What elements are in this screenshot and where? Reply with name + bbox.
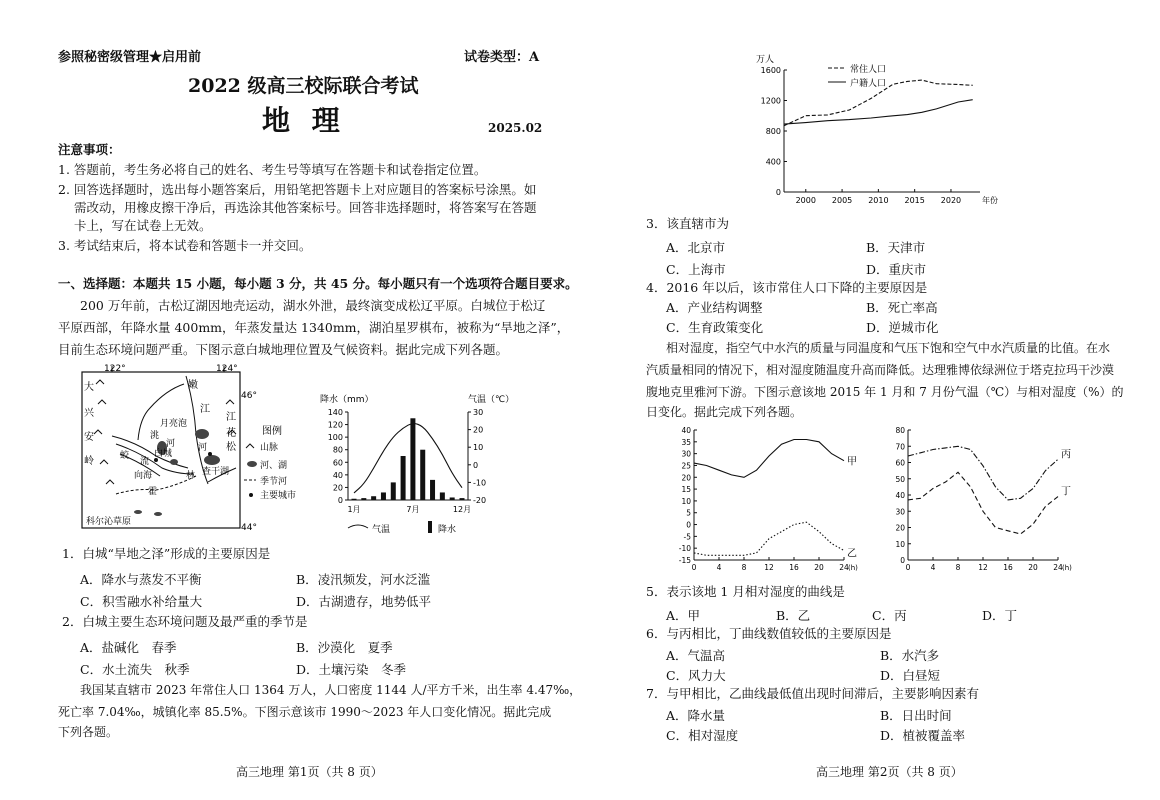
precip-tick-label: 0 — [337, 496, 343, 505]
precip-bar — [401, 456, 406, 500]
exam-title: 2022 级高三校际联合考试 — [188, 75, 419, 97]
section-title: 一、选择题：本题共 15 小题，每小题 3 分，共 45 分。每小题只有一个选项符合题目要求。 — [58, 276, 578, 291]
city-dot — [208, 452, 212, 456]
option-c[interactable]: C．相对湿度 — [666, 728, 739, 743]
place-name: 安 — [84, 432, 94, 443]
lat-label: 46° — [241, 391, 257, 401]
lake — [154, 512, 162, 516]
place-name: 嫩 — [188, 380, 198, 391]
legend-item: 季节河 — [260, 477, 288, 487]
river — [138, 384, 184, 440]
passage-line: 下列各题。 — [58, 725, 119, 739]
option-a[interactable]: A．甲 — [666, 608, 701, 623]
temperature-line — [354, 424, 462, 493]
y-tick-label: 800 — [765, 127, 781, 136]
exam-date: 2025.02 — [488, 121, 543, 135]
passage-line: 死亡率 7.04‰，城镇化率 85.5%。下图示意该市 1990～2023 年人口变化情况。据此完成 — [58, 705, 552, 719]
temp-tick-label: 20 — [473, 425, 484, 435]
registered-population-line — [784, 100, 973, 124]
pop-unit-label: 万人 — [756, 55, 775, 65]
month-label: 1月 — [347, 505, 361, 514]
option-d[interactable]: D．植被覆盖率 — [880, 728, 966, 743]
notice-line: 3. 考试结束后，将本试卷和答题卡一并交回。 — [58, 238, 312, 253]
y-tick-label: 10 — [681, 496, 691, 506]
temp-plot — [679, 426, 858, 572]
legend-item: 主要城市 — [260, 491, 297, 501]
curve-label-bing: 丙 — [1061, 449, 1071, 461]
x-tick-label: 2005 — [831, 196, 853, 205]
temp-tick-label: 30 — [473, 408, 484, 417]
precip-bar — [361, 498, 366, 500]
option-d[interactable]: D．丁 — [982, 608, 1018, 623]
x-tick-label: 2000 — [795, 196, 816, 205]
option-a[interactable]: A．气温高 — [666, 648, 726, 663]
option-b[interactable]: B．死亡率高 — [866, 300, 938, 315]
y-tick-label: 30 — [681, 449, 691, 459]
y-tick-label: 0 — [686, 520, 691, 530]
x-tick-label: 0 — [905, 563, 911, 572]
place-name: 河 — [198, 443, 208, 453]
x-tick-label: 2015 — [904, 196, 925, 205]
passage-line: 汽质量相同的情况下，相对湿度随温度升高而降低。达理雅博依绿洲位于塔克拉玛干沙漠 — [646, 363, 1115, 377]
question-stem: 6．与丙相比，丁曲线数值较低的主要原因是 — [646, 626, 892, 641]
y-tick-label: 80 — [895, 426, 905, 435]
precip-bar — [371, 496, 376, 500]
y-tick-label: 50 — [895, 474, 905, 484]
precip-legend-label: 降水 — [438, 525, 457, 535]
temp-legend-label: 气温 — [372, 525, 391, 535]
option-c[interactable]: C．生育政策变化 — [666, 320, 764, 335]
place-name: 霍 — [148, 487, 158, 497]
x-tick-label: 2020 — [940, 196, 962, 205]
option-a[interactable]: A．降水与蒸发不平衡 — [80, 572, 202, 587]
temp-tick-label: 10 — [473, 443, 484, 453]
month-label: 7月 — [406, 505, 420, 514]
place-name: 月亮泡 — [160, 419, 188, 429]
notice-line: 需改动，用橡皮擦干净后，再选涂其他答案标号。回答非选择题时，将答案写在答题 — [74, 200, 537, 215]
place-name: 江 — [226, 412, 236, 423]
place-name: 蛟 — [120, 451, 130, 461]
precip-legend-icon — [428, 521, 432, 533]
resident-legend-label: 常住人口 — [850, 65, 887, 75]
option-d[interactable]: D．土壤污染 冬季 — [296, 662, 407, 677]
y-tick-label: 60 — [895, 458, 905, 468]
y-tick-label: 0 — [775, 188, 781, 197]
y-tick-label: 5 — [686, 508, 691, 518]
x-tick-label: 12 — [978, 563, 988, 572]
question-stem: 7．与甲相比，乙曲线最低值出现时间滞后，主要影响因素有 — [646, 686, 979, 701]
option-a[interactable]: A．产业结构调整 — [666, 300, 763, 315]
y-tick-label: 70 — [895, 442, 905, 452]
precip-bar — [352, 499, 357, 500]
x-tick-label: 0 — [691, 563, 697, 572]
temp-tick-label: 0 — [473, 460, 479, 470]
y-tick-label: 400 — [765, 157, 781, 167]
x-tick-label: 12 — [764, 563, 774, 572]
place-name: 洮 — [150, 431, 160, 441]
notice-line: 1. 答题前，考生务必将自己的姓名、考生号等填写在答题卡和试卷指定位置。 — [58, 162, 487, 177]
curve-label-yi: 乙 — [847, 548, 857, 560]
place-name: 兴 — [84, 408, 94, 419]
x-tick-label: 8 — [955, 563, 961, 572]
ding-humidity-line — [908, 472, 1058, 534]
mountain-symbols — [94, 380, 114, 484]
population-chart — [750, 52, 1030, 212]
climate-chart — [318, 388, 518, 538]
option-d[interactable]: D．白昼短 — [880, 668, 941, 683]
option-c[interactable]: C．风力大 — [666, 668, 726, 683]
x-tick-label: 16 — [789, 563, 799, 572]
mountain-legend-icon — [246, 444, 254, 448]
x-unit-label: (h) — [848, 564, 858, 572]
lat-label: 44° — [241, 523, 257, 533]
option-a[interactable]: A．盐碱化 春季 — [80, 640, 177, 655]
page-footer: 高三地理 第1页（共 8 页） — [236, 765, 383, 779]
place-name: 林 — [186, 471, 196, 481]
city-legend-icon — [249, 493, 253, 497]
place-name: 花 — [226, 428, 236, 439]
legend-item: 河、湖 — [260, 461, 288, 471]
y-tick-label: 40 — [895, 491, 905, 500]
place-name: 岭 — [84, 456, 94, 467]
curve-label-jia: 甲 — [847, 456, 857, 468]
temp-tick-label: -20 — [473, 496, 487, 505]
lake — [195, 429, 209, 439]
option-d[interactable]: D．古湖遗存，地势低平 — [296, 594, 432, 609]
place-name: 河 — [166, 439, 176, 449]
precip-bar — [420, 450, 425, 500]
registered-legend-label: 户籍人口 — [850, 79, 887, 89]
option-a[interactable]: A．降水量 — [666, 708, 726, 723]
y-tick-label: 20 — [681, 473, 691, 483]
place-name: 科尔沁草原 — [86, 517, 132, 527]
place-name: 流 — [140, 457, 150, 467]
city-baicheng: 白城 — [154, 449, 173, 459]
notice-line: 卡上，写在试卷上无效。 — [74, 218, 212, 233]
option-b[interactable]: B．乙 — [776, 608, 811, 623]
y-tick-label: 0 — [900, 556, 905, 565]
x-tick-label: 16 — [1003, 563, 1013, 572]
y-tick-label: -15 — [678, 556, 691, 565]
jia-temperature-line — [694, 440, 844, 478]
x-unit-label: 年份 — [982, 196, 998, 205]
option-b[interactable]: B．沙漠化 夏季 — [296, 640, 393, 655]
option-d[interactable]: D．重庆市 — [866, 262, 927, 277]
place-name: 查干湖 — [202, 467, 230, 477]
y-tick-label: 30 — [895, 507, 905, 517]
passage-line: 200 万年前，古松辽湖因地壳运动，湖水外泄，最终演变成松辽平原。白城位于松辽 — [80, 298, 546, 313]
question-stem: 4．2016 年以后，该市常住人口下降的主要原因是 — [646, 280, 928, 295]
baicheng-location-map — [76, 364, 316, 536]
y-tick-label: -5 — [683, 532, 691, 542]
precip-bar — [410, 418, 415, 500]
temp-axis-label: 气温（℃） — [468, 395, 515, 405]
passage-line: 腹地克里雅河下游。下图示意该地 2015 年 1 月和 7 月份气温（℃）与相对湿度（%）的 — [646, 385, 1124, 399]
temp-legend-icon — [348, 525, 368, 528]
x-unit-label: (h) — [1062, 564, 1072, 572]
confidential-header: 参照秘密级管理★启用前 — [58, 50, 202, 65]
y-tick-label: 1200 — [760, 96, 781, 106]
precip-tick-label: 100 — [327, 433, 343, 443]
precip-tick-label: 40 — [332, 470, 343, 480]
x-tick-label: 20 — [1028, 563, 1038, 572]
precip-bar — [430, 480, 435, 500]
x-tick-label: 20 — [814, 563, 824, 572]
subject-title: 地 理 — [262, 104, 346, 137]
precip-bar — [440, 492, 445, 500]
passage-line: 我国某直辖市 2023 年常住人口 1364 万人，人口密度 1144 人/平方千米，出生率 4.47‰， — [80, 683, 582, 697]
y-tick-label: 1600 — [760, 66, 781, 75]
notice-line: 2. 回答选择题时，选出每小题答案后，用铅笔把答题卡上对应题目的答案标号涂黑。如 — [58, 182, 537, 197]
legend-title: 图例 — [262, 426, 282, 437]
y-tick-label: 35 — [681, 437, 691, 447]
precip-axis-label: 降水（mm） — [320, 395, 374, 405]
chagan-lake — [204, 455, 220, 465]
passage-line: 日变化。据此完成下列各题。 — [646, 405, 803, 419]
precip-bar — [381, 492, 386, 500]
option-c[interactable]: C．丙 — [872, 608, 907, 623]
option-b[interactable]: B．天津市 — [866, 240, 926, 255]
question-stem: 1．白城“旱地之泽”形成的主要原因是 — [62, 546, 271, 561]
place-name: 大 — [84, 382, 94, 393]
place-name: 向海 — [134, 471, 153, 481]
option-a[interactable]: A．北京市 — [666, 240, 726, 255]
humidity-chart — [882, 424, 1082, 574]
month-label: 12月 — [452, 505, 472, 514]
y-tick-label: 20 — [895, 523, 905, 533]
option-b[interactable]: B．水汽多 — [880, 648, 940, 663]
bing-humidity-line — [908, 446, 1058, 500]
precip-tick-label: 140 — [327, 408, 343, 417]
page-footer: 高三地理 第2页（共 8 页） — [816, 765, 963, 779]
curve-label-ding: 丁 — [1061, 486, 1071, 498]
x-tick-label: 8 — [741, 563, 747, 572]
x-tick-label: 24 — [839, 563, 849, 572]
option-b[interactable]: B．凌汛频发，河水泛滥 — [296, 572, 431, 587]
lake — [170, 459, 178, 465]
option-c[interactable]: C．上海市 — [666, 262, 726, 277]
y-tick-label: -10 — [678, 544, 691, 554]
precip-bar — [391, 482, 396, 500]
y-tick-label: 40 — [681, 426, 691, 435]
page-2 — [580, 0, 1160, 800]
option-b[interactable]: B．日出时间 — [880, 708, 952, 723]
climate-plot — [328, 408, 486, 514]
option-c[interactable]: C．积雪融水补给量大 — [80, 594, 203, 609]
lon-label: 124° — [216, 364, 238, 374]
notice-title: 注意事项： — [58, 142, 121, 157]
passage-line: 目前生态环境问题严重。下图示意白城地理位置及气候资料。据此完成下列各题。 — [58, 342, 509, 357]
x-tick-label: 24 — [1053, 563, 1063, 572]
x-tick-label: 4 — [716, 563, 722, 572]
place-name: 松 — [226, 442, 236, 453]
option-c[interactable]: C．水土流失 秋季 — [80, 662, 190, 677]
lake — [134, 510, 142, 514]
question-stem: 2．白城主要生态环境问题及最严重的季节是 — [62, 614, 308, 629]
x-tick-label: 2010 — [868, 196, 889, 205]
place-name: 江 — [200, 404, 210, 415]
precip-bar — [460, 498, 465, 500]
paper-type: 试卷类型：A — [464, 50, 540, 65]
legend-item: 山脉 — [260, 443, 279, 453]
option-d[interactable]: D．逆城市化 — [866, 320, 939, 335]
precip-tick-label: 20 — [332, 483, 343, 493]
question-stem: 5．表示该地 1 月相对湿度的曲线是 — [646, 584, 845, 599]
lon-label: 122° — [104, 364, 126, 374]
precip-bar — [450, 497, 455, 500]
x-tick-label: 4 — [930, 563, 936, 572]
precip-tick-label: 60 — [332, 458, 343, 468]
yi-temperature-line — [694, 522, 844, 555]
passage-line: 相对湿度，指空气中水汽的质量与同温度和气压下饱和空气中水汽质量的比值。在水 — [666, 341, 1111, 355]
temp-tick-label: -10 — [473, 478, 487, 488]
y-tick-label: 10 — [895, 539, 905, 549]
question-stem: 3．该直辖市为 — [646, 216, 729, 231]
lake-legend-icon — [247, 461, 257, 467]
passage-line: 平原西部，年降水量 400mm，年蒸发量达 1340mm，湖泊星罗棋布，被称为“旱地之泽”， — [58, 320, 570, 335]
y-tick-label: 25 — [681, 461, 691, 471]
precip-tick-label: 80 — [332, 445, 343, 455]
hum-plot — [895, 426, 1072, 572]
precip-tick-label: 120 — [327, 420, 343, 430]
temperature-chart — [668, 424, 868, 574]
y-tick-label: 15 — [681, 485, 691, 495]
